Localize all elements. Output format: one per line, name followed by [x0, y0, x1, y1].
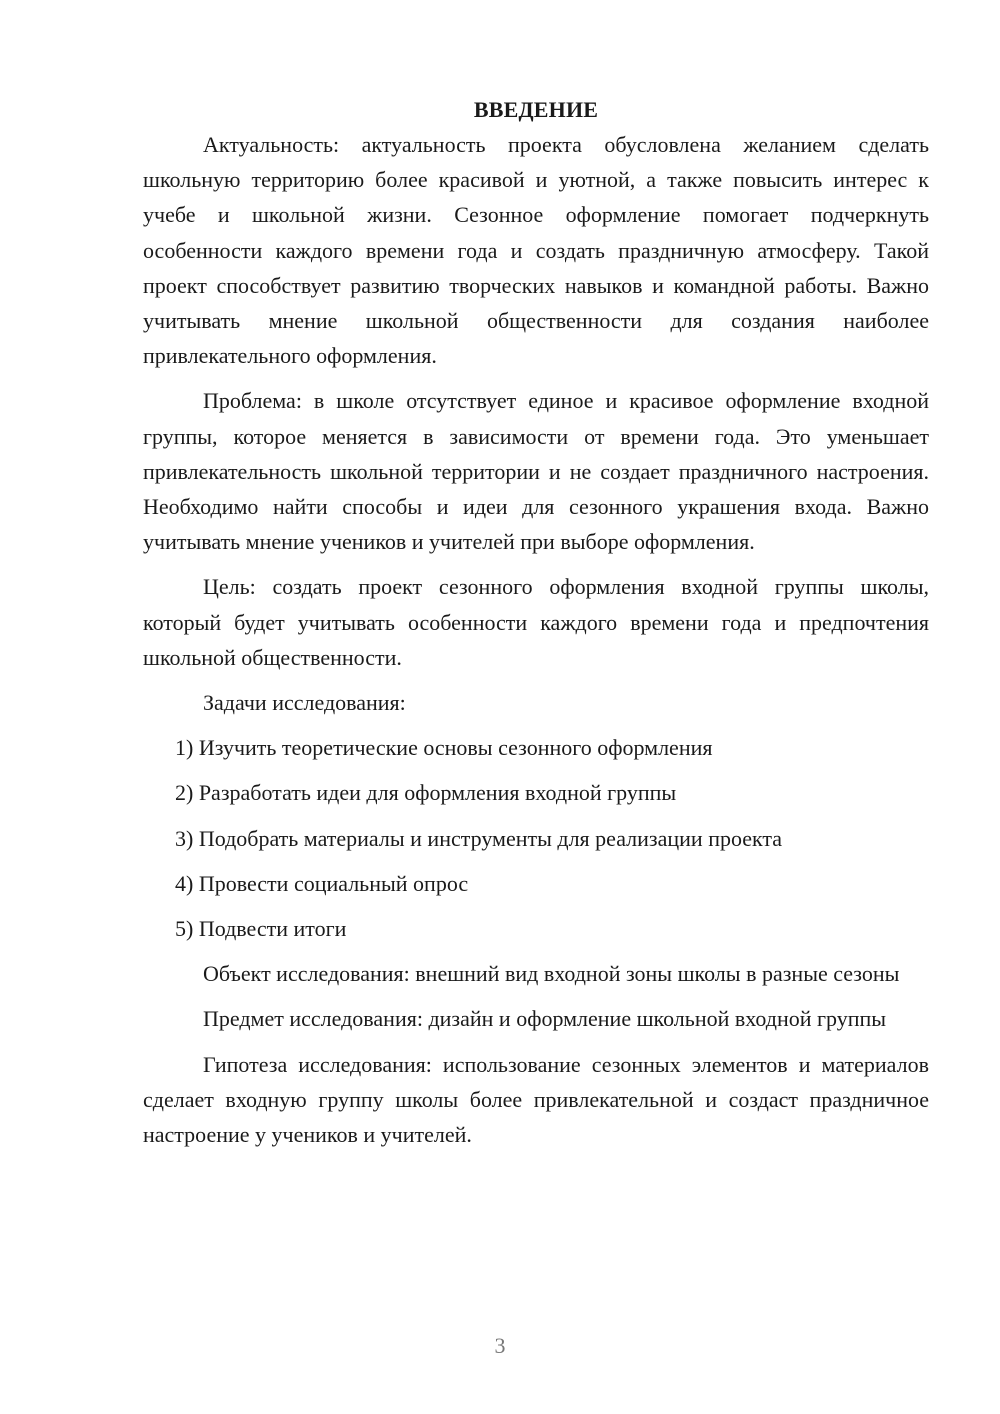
hypothesis-paragraph: Гипотеза исследования: использование сезонных элементов и материалов сделает входную группу школы более привлекательной и создаст праздничное настроение у учеников и учителей.: [143, 1051, 929, 1148]
relevance-paragraph: Актуальность: актуальность проекта обусловлена желанием сделать школьную территорию более красивой и уютной, а также повысить интерес к учебе и школьной жизни. Сезонное оформление помогает подчеркнуть особенности каждого времени года и создать праздничную атмосферу. Такой проект способствует развитию творческих навыков и командной работы. Важно учитывать мнение школьной общественности для создания наиболее привлекательного оформления.: [143, 132, 929, 369]
tasks-heading: Задачи исследования:: [203, 690, 406, 716]
document-page: [143, 92, 929, 1162]
list-item: 5) Подвести итоги: [175, 916, 347, 942]
list-item: 3) Подобрать материалы и инструменты для реализации проекта: [175, 825, 783, 851]
subject-paragraph: Предмет исследования: дизайн и оформление школьной входной группы: [203, 1006, 887, 1032]
page-number: 3: [494, 1333, 506, 1358]
tasks-list: [143, 730, 929, 946]
object-paragraph: Объект исследования: внешний вид входной зоны школы в разные сезоны: [203, 961, 900, 987]
problem-paragraph: Проблема: в школе отсутствует единое и красивое оформление входной группы, которое меняется в зависимости от времени года. Это уменьшает привлекательность школьной территории и не создает праздничного настроения. Необходимо найти способы и идеи для сезонного украшения входа. Важно учитывать мнение учеников и учителей при выборе оформления.: [143, 388, 929, 555]
list-item: 4) Провести социальный опрос: [175, 870, 469, 896]
list-item: 1) Изучить теоретические основы сезонного оформления: [175, 735, 713, 761]
page-title: ВВЕДЕНИЕ: [473, 97, 599, 122]
list-item: 2) Разработать идеи для оформления входной группы: [175, 780, 677, 806]
goal-paragraph: Цель: создать проект сезонного оформления входной группы школы, который будет учитывать особенности каждого времени года и предпочтения школьной общественности.: [143, 574, 929, 670]
